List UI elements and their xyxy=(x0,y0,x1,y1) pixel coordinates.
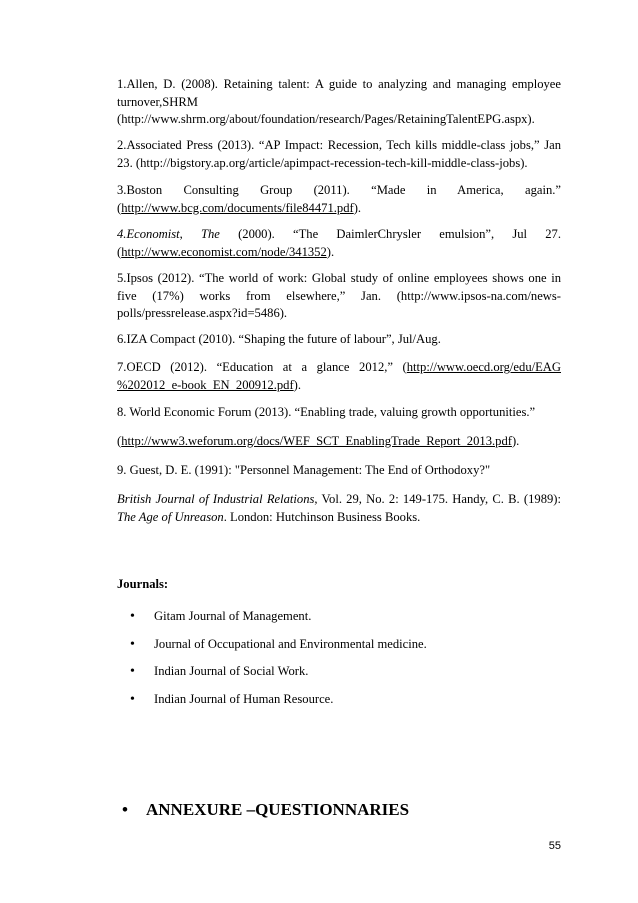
list-item xyxy=(130,636,427,664)
reference-9-line-3-rest: . London: Hutchinson Business Books. xyxy=(223,509,421,524)
reference-9-line-2-rest: , Vol. 29, No. 2: 149-175. Handy, C. B. (1989): xyxy=(314,492,562,506)
reference-7-link-part-2[interactable]: %202012_e-book_EN_200912.pdf xyxy=(117,377,294,392)
reference-1-line-3: (http://www.shrm.org/about/foundation/research/Pages/RetainingTalentEPG.aspx). xyxy=(117,112,535,126)
economist-title: 4.Economist xyxy=(117,227,180,241)
reference-8-line-2 xyxy=(117,433,561,451)
reference-4 xyxy=(117,226,561,261)
reference-5-line-1: 5.Ipsos (2012). “The world of work: Global study of online employees shows one in xyxy=(117,271,561,285)
reference-8-line-1: 8. World Economic Forum (2013). “Enabling trade, valuing growth opportunities.” xyxy=(117,405,536,419)
paren: ( xyxy=(117,434,122,448)
reference-1-line-1: 1.Allen, D. (2008). Retaining talent: A guide to analyzing and managing employee xyxy=(117,77,561,91)
journal-item-label: Gitam Journal of Management. xyxy=(154,609,312,623)
reference-7-text: 7.OECD (2012). “Education at a glance 2012,” ( xyxy=(117,360,407,374)
bullet-icon: • xyxy=(122,800,128,819)
reference-4-link[interactable]: http://www.economist.com/node/341352 xyxy=(121,244,327,259)
list-item xyxy=(130,691,427,719)
reference-1 xyxy=(117,76,561,129)
journal-item-label: Journal of Occupational and Environmental medicine. xyxy=(154,636,427,651)
tail: ). xyxy=(293,377,301,392)
reference-9-line-3 xyxy=(117,509,561,527)
reference-2-line-2: 23. (http://bigstory.ap.org/article/apimpact-recession-tech-kill-middle-class-jobs). xyxy=(117,155,528,170)
reference-9 xyxy=(117,462,561,480)
reference-2-line-1: 2.Associated Press (2013). “AP Impact: Recession, Tech kills middle-class jobs,” Jan xyxy=(117,138,561,152)
reference-4-line-2 xyxy=(117,244,561,262)
reference-4-rest: (2000). “The DaimlerChrysler emulsion”, Jul 27. xyxy=(219,227,561,241)
journal-item-label: Indian Journal of Human Resource. xyxy=(154,691,334,706)
page-number: 55 xyxy=(548,840,561,852)
reference-8 xyxy=(117,404,561,422)
reference-5 xyxy=(117,270,561,323)
journal-item-label: Indian Journal of Social Work. xyxy=(154,664,309,678)
reference-9-line-1: 9. Guest, D. E. (1991): "Personnel Management: The End of Orthodoxy?" xyxy=(117,463,491,477)
journals-heading: Journals: xyxy=(117,577,169,591)
tail: ). xyxy=(353,200,362,215)
journals-list xyxy=(130,608,427,718)
list-item xyxy=(130,663,427,691)
reference-9-line-2 xyxy=(117,491,561,509)
reference-7-link-part-1[interactable]: http://www.oecd.org/edu/EAG xyxy=(406,360,561,374)
journal-title: British Journal of Industrial Relations xyxy=(117,492,315,506)
reference-8-url xyxy=(117,433,561,451)
bullet-icon: • xyxy=(130,636,135,652)
paren: ( xyxy=(117,244,122,259)
annexure-title: ANNEXURE –QUESTIONNARIES xyxy=(146,800,410,819)
reference-9-cont xyxy=(117,491,561,526)
the-word: The xyxy=(200,227,220,241)
reference-8-link[interactable]: http://www3.weforum.org/docs/WEF_SCT_EnablingTrade_Report_2013.pdf xyxy=(121,434,512,448)
tail: ). xyxy=(326,244,335,259)
reference-7-line-1 xyxy=(117,359,561,377)
bullet-icon: • xyxy=(130,609,135,624)
reference-7 xyxy=(117,359,561,394)
reference-1-line-2: turnover,SHRM xyxy=(117,94,199,109)
paren: ( xyxy=(117,200,122,215)
reference-3-line-1: 3.Boston Consulting Group (2011). “Made in America, again.” xyxy=(117,183,561,197)
comma: , xyxy=(179,227,201,241)
book-title: The Age of Unreason xyxy=(117,509,224,524)
reference-3-link[interactable]: http://www.bcg.com/documents/file84471.pdf xyxy=(121,200,354,215)
annexure-heading xyxy=(122,800,409,820)
reference-7-line-2 xyxy=(117,377,561,395)
reference-5-line-2: five (17%) works from elsewhere,” Jan. (http://www.ipsos-na.com/news- xyxy=(117,288,561,303)
reference-6 xyxy=(117,331,561,349)
bullet-icon: • xyxy=(130,691,135,707)
reference-4-line-1 xyxy=(117,226,561,244)
bullet-icon: • xyxy=(130,664,135,679)
reference-2 xyxy=(117,137,561,172)
list-item xyxy=(130,608,427,636)
reference-3-line-2 xyxy=(117,200,561,218)
reference-6-line-1: 6.IZA Compact (2010). “Shaping the future of labour”, Jul/Aug. xyxy=(117,332,441,346)
reference-3 xyxy=(117,182,561,217)
tail: ). xyxy=(511,434,520,448)
reference-5-line-3: polls/pressrelease.aspx?id=5486). xyxy=(117,306,288,320)
